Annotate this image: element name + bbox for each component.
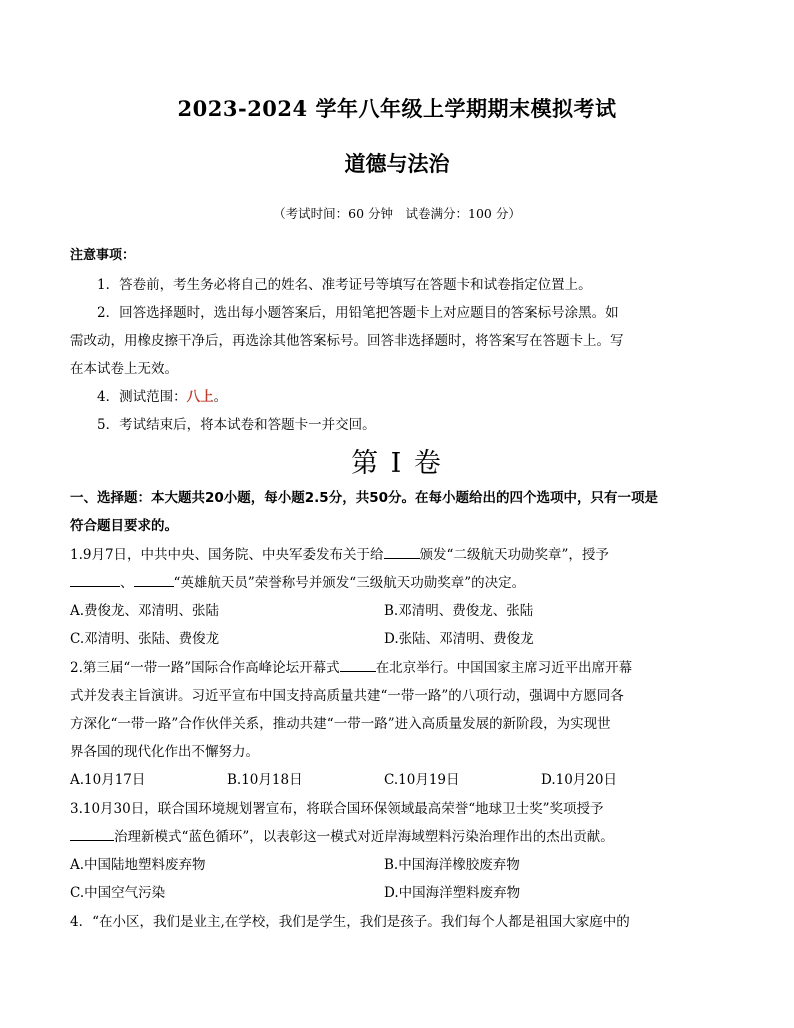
answer-blank bbox=[384, 546, 420, 559]
question-3-line1: 3.10月30日，联合国环境规划署宣布，将联合国环保领域最高荣誉“地球卫士奖”奖项授予 bbox=[70, 801, 604, 817]
question-2-line2: 式并发表主旨演讲。习近平宣布中国支持高质量共建“一带一路”的八项行动，强调中方愿同各 bbox=[70, 688, 624, 704]
notice-item-1: 1．答卷前，考生务必将自己的姓名、准考证号等填写在答题卡和试卷指定位置上。 bbox=[97, 277, 592, 293]
section-heading-line1: 一、选择题：本大题共20小题，每小题2.5分，共50分。在每小题给出的四个选项中，只有一项是 bbox=[70, 490, 658, 506]
notice-item-2-line3: 在本试卷上无效。 bbox=[70, 361, 178, 377]
question-2-option-a: A.10月17日 bbox=[70, 772, 146, 788]
question-2-option-b: B.10月18日 bbox=[227, 772, 303, 788]
question-1-option-d: D.张陆、邓清明、费俊龙 bbox=[384, 631, 534, 647]
question-3-text-b: 治理新模式“蓝色循环”，以表彰这一模式对近岸海域塑料污染治理作出的杰出贡献。 bbox=[114, 829, 614, 845]
question-2-option-c: C.10月19日 bbox=[384, 772, 460, 788]
question-1-text-b: 颁发“二级航天功勋奖章”，授予 bbox=[419, 547, 609, 563]
question-1-text-a: 1.9月7日，中共中央、国务院、中央军委发布关于给 bbox=[70, 547, 384, 563]
notice-heading: 注意事项： bbox=[70, 248, 136, 263]
question-1-option-c: C.邓清明、张陆、费俊龙 bbox=[70, 631, 220, 647]
question-4-line1: 4．“在小区，我们是业主,在学校，我们是学生，我们是孩子。我们每个人都是祖国大家庭中的 bbox=[70, 914, 630, 930]
question-1-line1 bbox=[70, 543, 609, 563]
test-scope: 八上 bbox=[186, 389, 214, 405]
question-2-line1 bbox=[70, 656, 632, 676]
notice-item-4 bbox=[97, 385, 227, 405]
notice-item-5: 5．考试结束后，将本试卷和答题卡一并交回。 bbox=[97, 417, 376, 433]
question-2-line3: 方深化“一带一路”合作伙伴关系，推动共建“一带一路”进入高质量发展的新阶段，为实现世 bbox=[70, 716, 611, 732]
exam-info: （考试时间：60 分钟 试卷满分：100 分） bbox=[273, 206, 521, 221]
section-heading-line2: 符合题目要求的。 bbox=[70, 518, 178, 534]
notice-item-4-prefix: 4．测试范围： bbox=[97, 389, 187, 405]
question-3-option-d: D.中国海洋塑料废弃物 bbox=[384, 885, 521, 901]
answer-blank bbox=[70, 828, 114, 841]
question-2-line4: 界各国的现代化作出不懈努力。 bbox=[70, 744, 259, 760]
notice-item-2-line1: 2．回答选择题时，选出每小题答案后，用铅笔把答题卡上对应题目的答案标号涂黑。如 bbox=[97, 305, 619, 321]
notice-item-4-suffix: 。 bbox=[213, 389, 228, 405]
question-2-text-b: 在北京举行。中国国家主席习近平出席开幕 bbox=[375, 660, 633, 676]
question-3-option-c: C.中国空气污染 bbox=[70, 885, 166, 901]
answer-blank bbox=[340, 659, 376, 672]
question-1-option-b: B.邓清明、费俊龙、张陆 bbox=[384, 603, 534, 619]
question-3-option-a: A.中国陆地塑料废弃物 bbox=[70, 857, 206, 873]
question-3-line2 bbox=[70, 825, 614, 845]
question-1-line2 bbox=[70, 571, 525, 591]
volume-title: 第 I 卷 bbox=[351, 448, 443, 479]
question-2-text-a: 2.第三届“一带一路”国际合作高峰论坛开幕式 bbox=[70, 660, 340, 676]
question-1-text-d: “英雄航天员”荣誉称号并颁发“三级航天功勋奖章”的决定。 bbox=[173, 575, 526, 591]
question-1-text-c: 、 bbox=[120, 575, 134, 591]
answer-blank bbox=[70, 574, 120, 587]
question-1-option-a: A.费俊龙、邓清明、张陆 bbox=[70, 603, 220, 619]
exam-title: 2023-2024 学年八年级上学期期末模拟考试 bbox=[177, 96, 617, 121]
subject-title: 道德与法治 bbox=[344, 151, 450, 176]
notice-item-2-line2: 需改动，用橡皮擦干净后，再选涂其他答案标号。回答非选择题时，将答案写在答题卡上。写 bbox=[70, 333, 624, 349]
answer-blank bbox=[134, 574, 174, 587]
question-3-option-b: B.中国海洋橡胶废弃物 bbox=[384, 857, 520, 873]
question-2-option-d: D.10月20日 bbox=[541, 772, 617, 788]
